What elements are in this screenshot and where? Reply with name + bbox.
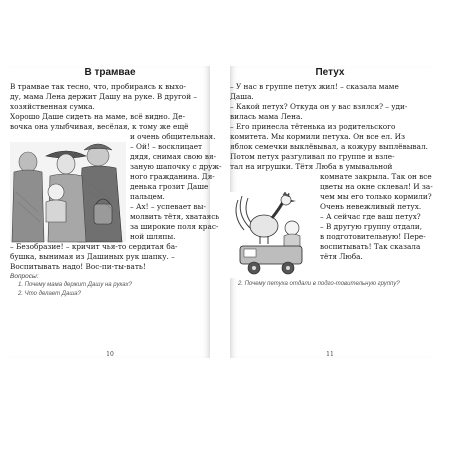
text-line: воспитывать! Так сказала [320, 242, 421, 251]
text-line: комнате закрыла. Так он все [320, 172, 432, 181]
text-line: Воспитывать надо! Вос-пи-ты-вать! [10, 262, 146, 271]
tram-crowd-drawing [10, 142, 126, 242]
question-item: 2. Почему петуха отдали в подго-товительную группу? [238, 281, 400, 287]
text-line: – А сейчас где ваш петух? [320, 212, 421, 221]
rooster-car-drawing [230, 192, 316, 278]
text-line: В трамвае так тесно, что, пробираясь к выхо- [10, 82, 186, 91]
text-line: – Ой! – восклицает [130, 142, 203, 151]
text-line: за широкие поля крас- [130, 222, 219, 231]
text-line: Потом петух разгуливал по группе и взле- [230, 152, 395, 161]
text-line: молвить тётя, хватаясь [130, 212, 220, 221]
text-line: вочка она улыбчивая, весёлая, к тому же ещё [10, 122, 189, 131]
text-line: чем мы его только кормили? [320, 192, 432, 201]
text-line: ду, мама Лена держит Дашу на руке. В другой – [10, 92, 198, 101]
question-item: 1. Почему мама держит Дашу на руках? [18, 282, 132, 288]
text-line: тётя Люба. [320, 252, 363, 261]
text-line: пальцем. [130, 192, 165, 201]
text-line: ного гражданина. Дя- [130, 172, 215, 181]
text-line: комитета. Мы кормили петуха. Он все ел. Из [230, 132, 406, 141]
text-line: – Какой петух? Откуда он у вас взялся? – уди- [230, 102, 408, 111]
text-line: – Безобразие! – кричит чья-то сердитая ба- [10, 242, 178, 251]
tram-crowd-illustration [10, 142, 126, 242]
text-line: вилась мама Лена. [230, 112, 303, 121]
page-number: 10 [106, 351, 114, 358]
text-line: и очень общительная. [130, 132, 216, 141]
text-line: – Его принесла тётенька из родительского [230, 122, 396, 131]
page-number: 11 [326, 351, 334, 358]
text-line: хозяйственная сумка. [10, 102, 95, 111]
text-line: яблок семечки выклёвывал, а кожуру выплёвывал. [230, 142, 428, 151]
text-line: денька грозит Даше [130, 182, 209, 191]
question-item: 2. Что делает Даша? [18, 291, 81, 297]
left-page-title: В трамвае [84, 67, 136, 78]
text-line: Очень невежливый петух. [320, 202, 422, 211]
text-line: цветы на окне склевал! И за- [320, 182, 433, 191]
left-questions [10, 272, 210, 299]
text-line: дядя, снимая свою вя- [130, 152, 217, 161]
text-line: Хорошо Даше сидеть на маме, всё видно. Де- [10, 112, 186, 121]
rooster-car-illustration [230, 192, 316, 278]
text-line: – У нас в группе петух жил! – сказала маме [230, 82, 399, 91]
right-page-title: Петух [315, 67, 345, 78]
text-line: – В другую группу отдали, [320, 222, 423, 231]
text-line: бушка, вынимая из Дашиных рук шапку. – [10, 252, 175, 261]
right-page [230, 66, 433, 358]
text-line: Даша. [230, 92, 254, 101]
text-line: в подготовительную! Пере- [320, 232, 426, 241]
text-line: – Ах! – успевает вы- [130, 202, 206, 211]
text-line: ной шляпы. [130, 232, 176, 241]
text-line: тал на игрушки. Тётя Люба в умывальной [230, 162, 393, 171]
text-line: заную шапочку с друж- [130, 162, 222, 171]
left-page [10, 66, 222, 358]
questions-label: Вопросы: [10, 273, 39, 280]
